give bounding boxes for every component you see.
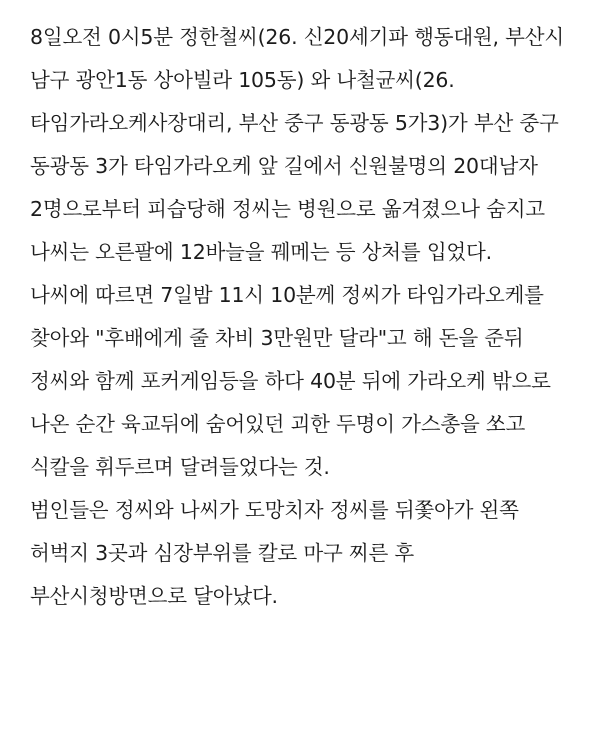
article-paragraph-1: 8일오전 0시5분 정한철씨(26. 신20세기파 행동대원, 부산시 남구 광안1동 상아빌라 105동) 와 나철균씨(26. 타임가라오케사장대리, 부산 중구 동광동 5가3)가 부산 중구 동광동 3가 타임가라오케 앞 길에서 신원불명의 20대남자 2명으로부터 피습당해 정씨는 병원으로 옮겨졌으나 숨지고 나씨는 오른팔에 12바늘을 꿰메는 등 상처를 입었다. — [30, 25, 564, 264]
article-paragraph-3: 범인들은 정씨와 나씨가 도망치자 정씨를 뒤쫓아가 왼쪽 허벅지 3곳과 심장부위를 칼로 마구 찌른 후 부산시청방면으로 달아났다. — [30, 498, 519, 608]
article-paragraph-2: 나씨에 따르면 7일밤 11시 10분께 정씨가 타임가라오케를 찾아와 "후배에게 줄 차비 3만원만 달라"고 해 돈을 준뒤 정씨와 함께 포커게임등을 하다 40분 뒤에 가라오케 밖으로 나온 순간 육교뒤에 숨어있던 괴한 두명이 가스총을 쏘고 식칼을 휘두르며 달려들었다는 것. — [30, 283, 551, 479]
